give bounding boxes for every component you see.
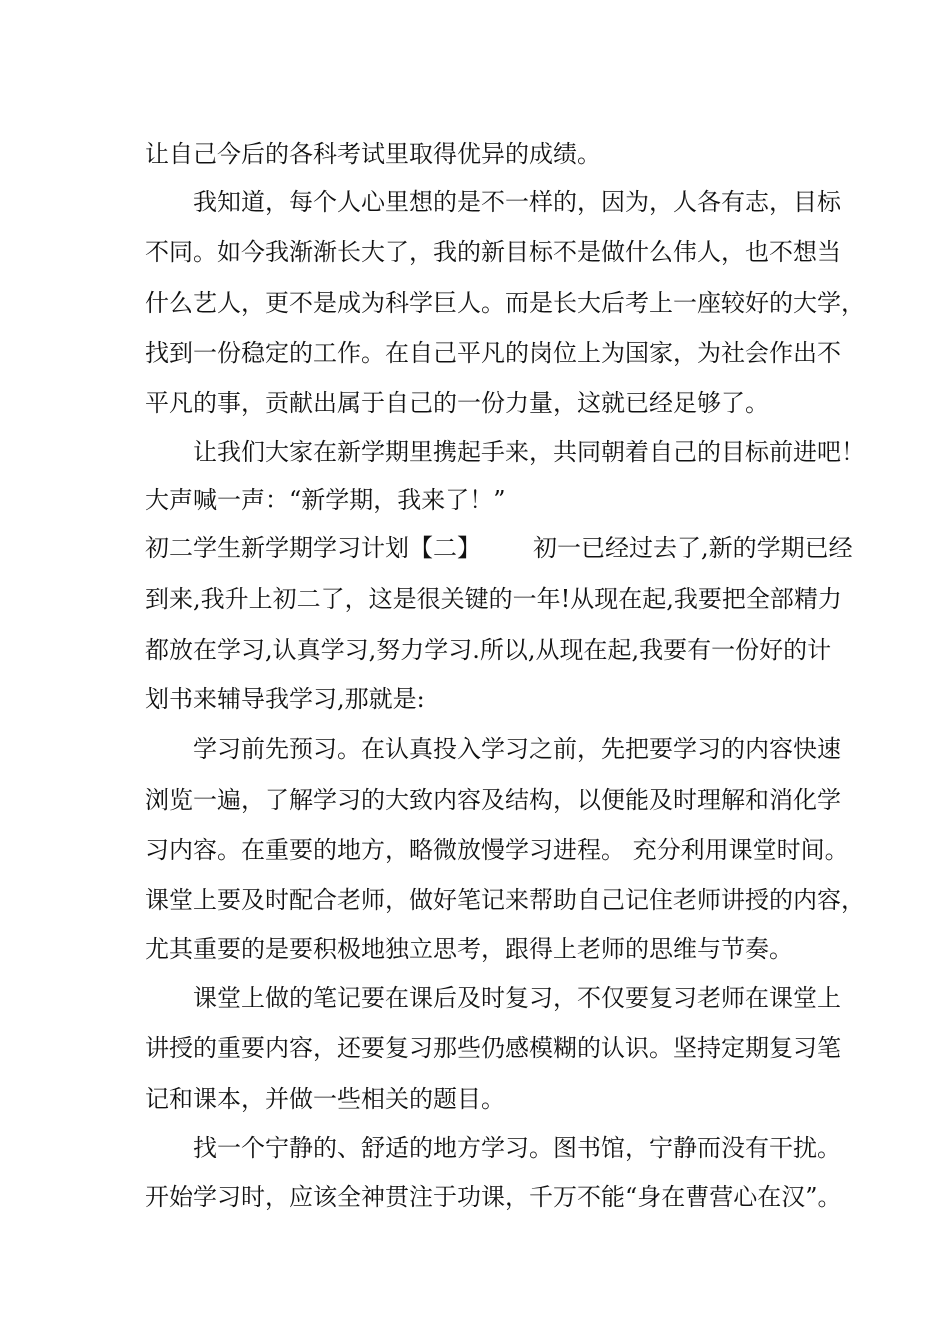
text-line: 让自己今后的各科考试里取得优异的成绩。 — [145, 140, 601, 168]
text-line: 不同。如今我渐渐长大了，我的新目标不是做什么伟人，也不想当 — [145, 238, 841, 266]
text-line: 讲授的重要内容，还要复习那些仍感模糊的认识。坚持定期复习笔 — [145, 1034, 841, 1062]
section-title: 初二学生新学期学习计划【二】 — [145, 534, 481, 562]
text-line: 开始学习时，应该全神贯注于功课，千万不能“身在曹营心在汉”。 — [145, 1183, 842, 1211]
text-line: 课堂上要及时配合老师，做好笔记来帮助自己记住老师讲授的内容， — [145, 886, 865, 914]
text-line: 课堂上做的笔记要在课后及时复习，不仅要复习老师在课堂上 — [193, 984, 841, 1012]
text-line: 浏览一遍，了解学习的大致内容及结构，以便能及时理解和消化学 — [145, 786, 841, 814]
text-line: 尤其重要的是要积极地独立思考，跟得上老师的思维与节奏。 — [145, 935, 793, 963]
text-line: 我知道，每个人心里想的是不一样的，因为，人各有志，目标 — [193, 188, 841, 216]
text-line: 什么艺人，更不是成为科学巨人。而是长大后考上一座较好的大学， — [145, 289, 865, 317]
text-line: 让我们大家在新学期里携起手来，共同朝着自己的目标前进吧！ — [193, 438, 865, 466]
text-line: 习内容。在重要的地方，略微放慢学习进程。 充分利用课堂时间。 — [145, 836, 849, 864]
section-heading-line — [145, 532, 853, 564]
text-line: 划书来辅导我学习,那就是: — [145, 685, 425, 713]
text-line: 大声喊一声：“新学期，我来了！” — [145, 486, 506, 514]
heading-continuation-text: 初一已经过去了,新的学期已经 — [533, 534, 853, 562]
text-line: 记和课本，并做一些相关的题目。 — [145, 1085, 505, 1113]
text-line: 找一个宁静的、舒适的地方学习。图书馆，宁静而没有干扰。 — [193, 1134, 841, 1162]
text-line: 平凡的事，贡献出属于自己的一份力量，这就已经足够了。 — [145, 389, 769, 417]
text-line: 到来,我升上初二了，这是很关键的一年!从现在起,我要把全部精力 — [145, 585, 842, 613]
text-line: 学习前先预习。在认真投入学习之前，先把要学习的内容快速 — [193, 735, 841, 763]
text-line: 找到一份稳定的工作。在自己平凡的岗位上为国家，为社会作出不 — [145, 339, 841, 367]
text-line: 都放在学习,认真学习,努力学习.所以,从现在起,我要有一份好的计 — [145, 636, 832, 664]
